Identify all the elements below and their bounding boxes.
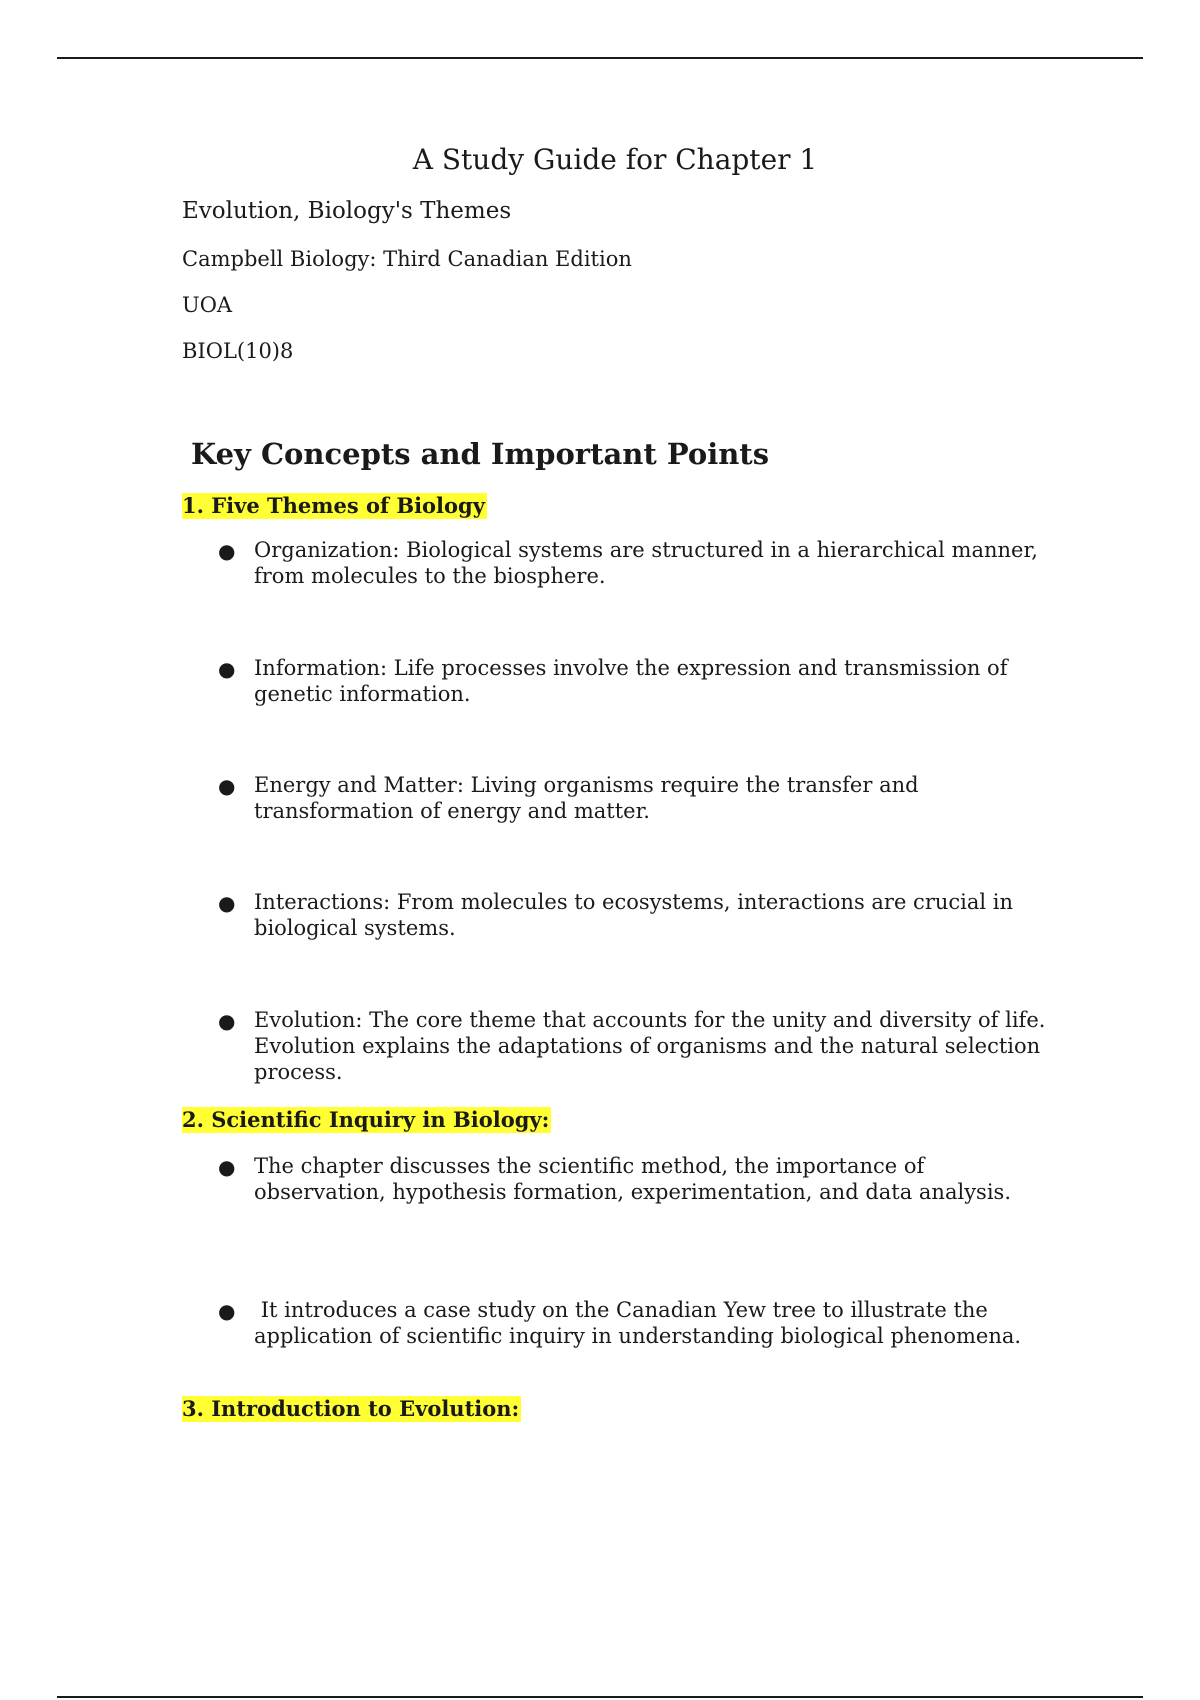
top-rule <box>57 57 1143 59</box>
highlighted-text: 1. Five Themes of Biology <box>182 493 485 518</box>
bullet-icon: ● <box>218 1155 236 1179</box>
list-item <box>218 1297 1058 1349</box>
bullet-icon: ● <box>218 1009 236 1033</box>
section-heading-introduction-to-evolution <box>182 1395 521 1423</box>
school-name: UOA <box>182 293 233 317</box>
bullet-icon: ● <box>218 1299 236 1323</box>
list-item-text: The chapter discusses the scientific method, the importance of observation, hypothesis formation, experimentation, and data analysis. <box>254 1154 1012 1204</box>
list-item-text: Evolution: The core theme that accounts for the unity and diversity of life. Evolution explains the adaptations of organisms and the natural selection process. <box>254 1008 1046 1084</box>
list-item-text: Organization: Biological systems are structured in a hierarchical manner, from molecules to the biosphere. <box>254 538 1038 588</box>
list-item-text: Energy and Matter: Living organisms require the transfer and transformation of energy and matter. <box>254 773 919 823</box>
highlighted-text: 2. Scientific Inquiry in Biology: <box>182 1107 550 1132</box>
list-item-text: Interactions: From molecules to ecosystems, interactions are crucial in biological systems. <box>254 890 1014 940</box>
highlighted-text: 3. Introduction to Evolution: <box>182 1396 520 1421</box>
key-concepts-heading: Key Concepts and Important Points <box>191 437 770 471</box>
section-heading-five-themes <box>182 492 487 520</box>
document-subtitle: Evolution, Biology's Themes <box>182 198 512 224</box>
list-item <box>218 1153 1058 1205</box>
bullet-icon: ● <box>218 891 236 915</box>
list-item <box>218 537 1058 589</box>
page-title: A Study Guide for Chapter 1 <box>412 143 818 176</box>
list-item <box>218 889 1058 941</box>
bullet-icon: ● <box>218 539 236 563</box>
bullet-icon: ● <box>218 774 236 798</box>
course-code: BIOL(10)8 <box>182 339 294 363</box>
bullet-icon: ● <box>218 657 236 681</box>
list-item-text: It introduces a case study on the Canadian Yew tree to illustrate the application of scientific inquiry in understanding biological phenomena. <box>254 1298 1022 1348</box>
list-item <box>218 772 1058 824</box>
list-item-text: Information: Life processes involve the expression and transmission of genetic information. <box>254 656 1008 706</box>
section-heading-scientific-inquiry <box>182 1106 551 1134</box>
list-item <box>218 1007 1058 1085</box>
bottom-rule <box>57 1696 1143 1698</box>
list-item <box>218 655 1058 707</box>
textbook-name: Campbell Biology: Third Canadian Edition <box>182 247 632 271</box>
